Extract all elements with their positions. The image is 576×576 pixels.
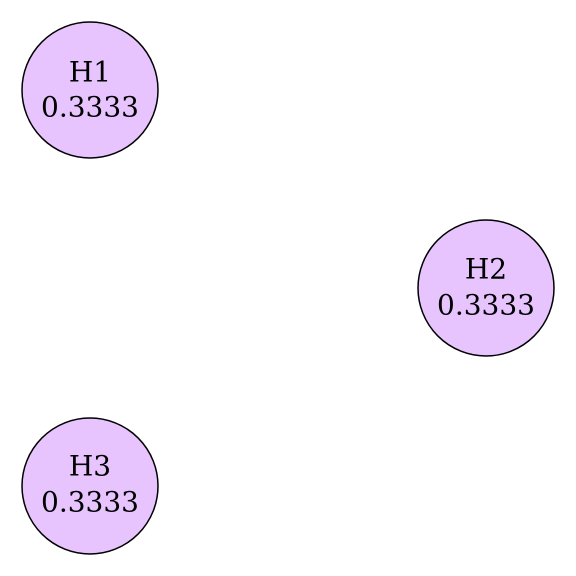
node-h3-label: H3 [68, 449, 112, 483]
node-h1-label: H1 [68, 55, 112, 89]
node-h3 [22, 418, 158, 554]
node-h2-label: H2 [464, 252, 508, 286]
node-h2 [418, 220, 554, 356]
node-h1 [22, 22, 158, 158]
node-h3-value: 0.3333 [41, 485, 139, 519]
node-h2-value: 0.3333 [437, 288, 535, 322]
node-h1-value: 0.3333 [41, 90, 139, 124]
